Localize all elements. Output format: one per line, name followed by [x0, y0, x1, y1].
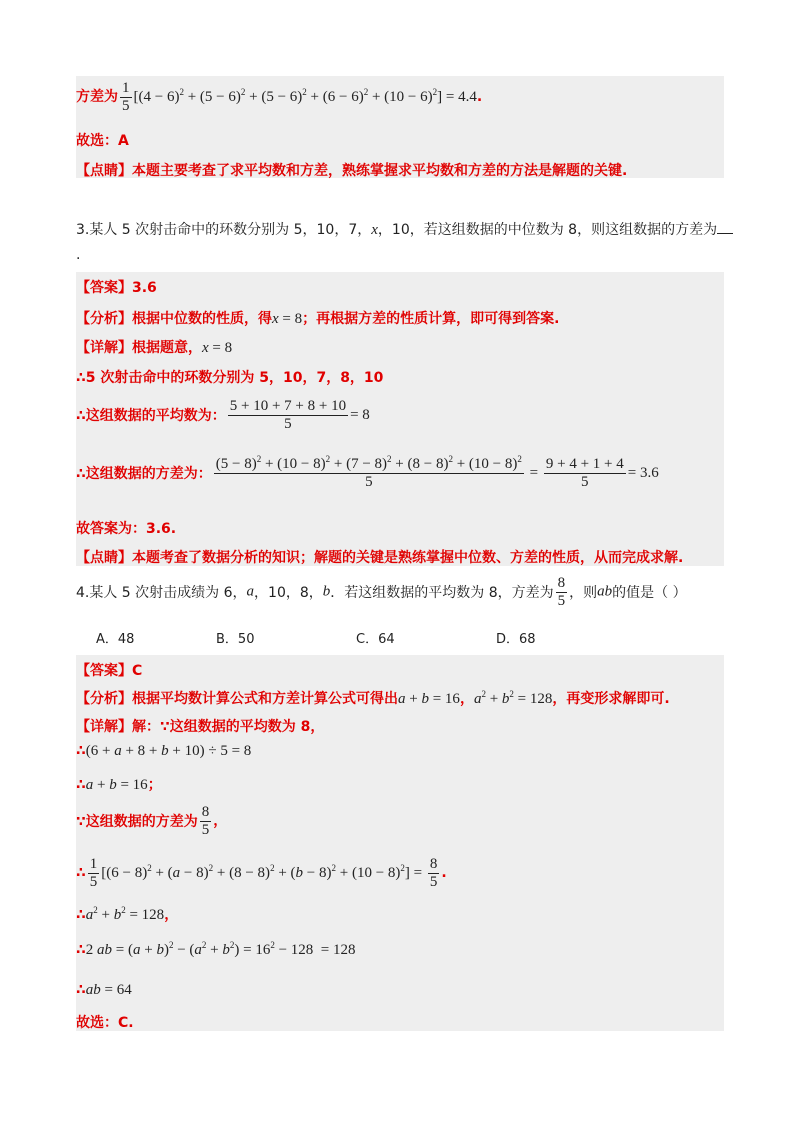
question-3-stem: 3.某人 5 次射击命中的环数分别为 5，10，7，x，10，若这组数据的中位数为 8，则这组数据的方差为 — [76, 219, 733, 239]
step-sum-q4: ∴a + b = 16； — [76, 777, 162, 793]
solution-block-q4 — [76, 655, 724, 1031]
question-3-period: . — [76, 247, 81, 263]
comment-q2: 【点睛】本题主要考查了求平均数和方差，熟练掌握求平均数和方差的方法是解题的关键. — [76, 163, 628, 179]
final-q3: 故答案为：3.6. — [76, 521, 177, 537]
step-var-q4: ∴ $\frac{1}{5}$ $[(6 - 8)^2 + (a - 8)^2 + (8 - 8)^2 + (b - 8)^2 + (10 - 8)^2]$ = $\frac{8}{5}$ . — [76, 856, 447, 890]
comment-q3: 【点睛】本题考查了数据分析的知识；解题的关键是熟练掌握中位数、方差的性质，从而完成求解. — [76, 550, 684, 566]
analysis-q3: 【分析】根据中位数的性质，得x = 8；再根据方差的性质计算，即可得到答案. — [76, 311, 560, 327]
choice-q2: 故选：A — [76, 133, 129, 149]
detail-q3: 【详解】根据题意，x = 8 — [76, 340, 233, 356]
option-a: A．48 — [96, 632, 135, 647]
question-4-stem: 4.某人 5 次射击成绩为 6，a，10，8，b．若这组数据的平均数为 8，方差为 $\frac{8}{5}$ ，则ab的值是（ ） — [76, 575, 687, 609]
step-mean-q4: ∴(6 + a + 8 + b + 10) ÷ 5 = 8 — [76, 743, 252, 759]
answer-blank — [717, 221, 733, 234]
option-c: C．64 — [356, 632, 395, 647]
step-2ab-q4: ∴2 ab = $(a + b)^2 - (a^2 + b^2) = 16^2 - 128 = 128$ — [76, 940, 356, 958]
step-ab-q4: ∴ab = 64 — [76, 982, 132, 998]
answer-q3: 【答案】3.6 — [76, 280, 157, 296]
answer-q4: 【答案】C — [76, 663, 143, 679]
mean-q3: ∴这组数据的平均数为： $\frac{5 + 10 + 7 + 8 + 10}{5}$ = 8 — [76, 398, 370, 432]
option-b: B．50 — [216, 632, 255, 647]
rings-q3: ∴5 次射击命中的环数分别为 5，10，7，8，10 — [76, 370, 384, 386]
variance-label: 方差为 — [76, 88, 118, 105]
analysis-q4: 【分析】根据平均数计算公式和方差计算公式可得出a + b = 16，$a^2 + b^2 = 128$，再变形求解即可. — [76, 689, 670, 707]
variance-result: = 4.4 — [445, 88, 477, 105]
variance-line: 方差为 $\frac{1}{5}$ $[(4 - 6)^2 + (5 - 6)^2 + (5 - 6)^2 + (6 - 6)^2 + (10 - 6)^2] = 4.4$. — [76, 80, 483, 114]
step-sq-q4: $\therefore a^2 + b^2 = 128$， — [76, 905, 179, 923]
var-given-q4: ∵这组数据的方差为 $\frac{8}{5}$ ， — [76, 804, 228, 838]
detail-q4: 【详解】解：∵这组数据的平均数为 8， — [76, 719, 325, 735]
option-d: D．68 — [496, 632, 536, 647]
choice-q4: 故选：C. — [76, 1015, 134, 1031]
variance-q3: ∴这组数据的方差为： $\frac{(5 - 8)^2 + (10 - 8)^2 + (7 - 8)^2 + (8 - 8)^2 + (10 - 8)^2}{5}$ = $\frac{9 + 4 + 1 + 4}{5}$ = 3.6 — [76, 454, 659, 490]
